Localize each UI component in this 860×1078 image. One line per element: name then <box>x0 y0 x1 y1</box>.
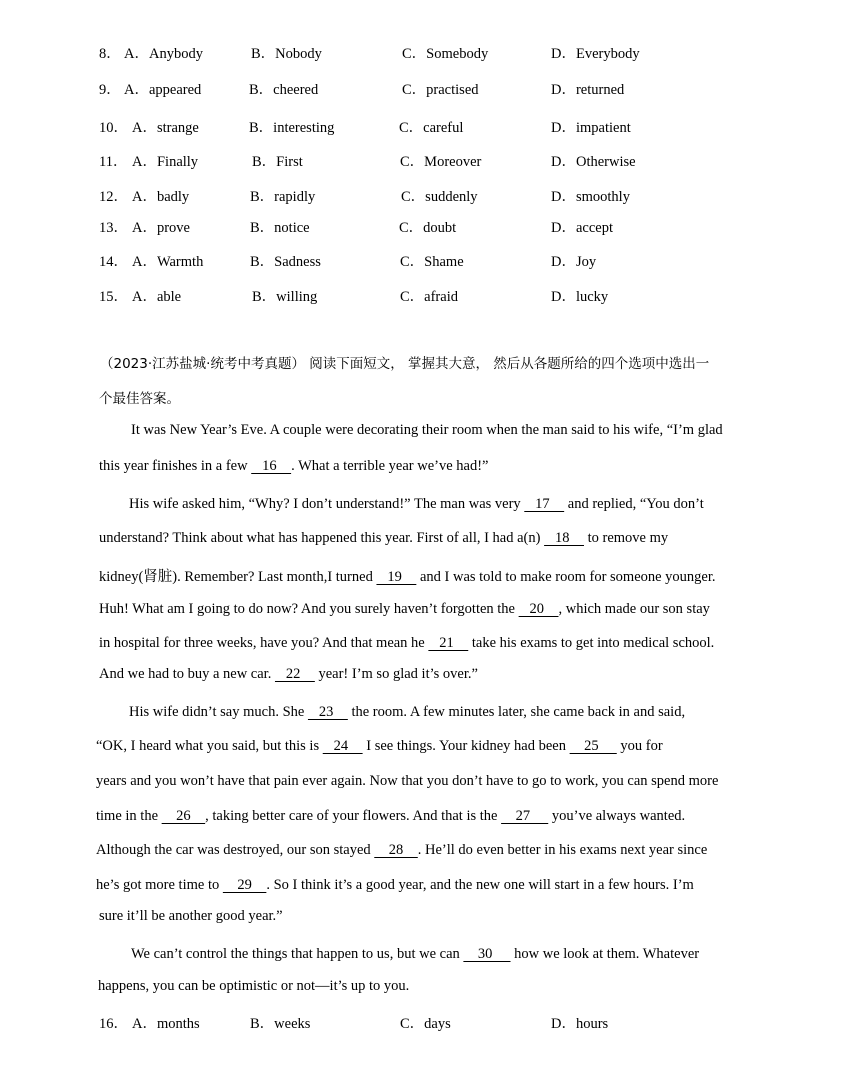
blank-24: 24 <box>322 738 363 754</box>
passage-line: kidney(肾脏). Remember? Last month,I turned 19 and I was told to make room for someone younger. <box>99 569 716 585</box>
blank-27: 27 <box>501 808 549 824</box>
option-b: B．notice <box>250 220 310 236</box>
passage-line: sure it’ll be another good year.” <box>99 908 283 924</box>
blank-20: 20 <box>518 601 559 617</box>
option-row-13 <box>0 216 860 236</box>
option-a: A．badly <box>132 189 190 205</box>
option-b: B．cheered <box>249 82 319 98</box>
option-b: B．First <box>252 154 303 170</box>
blank-16: 16 <box>251 458 292 474</box>
question-number: 11． <box>99 154 128 170</box>
instruction-line-2: 个最佳答案。 <box>99 391 180 407</box>
blank-19: 19 <box>376 569 417 585</box>
passage-line: he’s got more time to 29 . So I think it’s a good year, and the new one will start in a few hours. I’m <box>96 877 694 893</box>
passage-line: Huh! What am I going to do now? And you surely haven’t forgotten the 20 , which made our son stay <box>99 601 710 617</box>
option-c: C．doubt <box>399 220 457 236</box>
option-c: C．afraid <box>400 289 458 305</box>
option-b: B．Nobody <box>251 46 322 62</box>
option-a: A．appeared <box>124 82 202 98</box>
passage-line: His wife asked him, “Why? I don’t understand!” The man was very 17 and replied, “You don’t <box>129 496 704 512</box>
option-a: A．prove <box>132 220 190 236</box>
option-d: D．hours <box>551 1016 609 1032</box>
option-b: B．willing <box>252 289 318 305</box>
option-d: D．Everybody <box>551 46 640 62</box>
question-number: 14． <box>99 254 128 270</box>
passage-line: And we had to buy a new car. 22 year! I’m so glad it’s over.” <box>99 666 478 682</box>
option-a: A．able <box>132 289 182 305</box>
option-row-15 <box>0 285 860 305</box>
question-number: 9． <box>99 82 121 98</box>
option-a: A．Anybody <box>124 46 203 62</box>
option-d: D．Joy <box>551 254 597 270</box>
option-c: C．practised <box>402 82 479 98</box>
question-number: 13． <box>99 220 128 236</box>
option-row-12 <box>0 185 860 205</box>
blank-23: 23 <box>307 704 348 720</box>
option-row-14 <box>0 250 860 270</box>
question-number: 16． <box>99 1016 128 1032</box>
option-c: C．careful <box>399 120 464 136</box>
instruction-line-1: （2023·江苏盐城·统考中考真题） 阅读下面短文， 掌握其大意， 然后从各题所给的四个选项中选出一 <box>100 356 710 372</box>
passage-line: understand? Think about what has happened this year. First of all, I had a(n) 18 to remove my <box>99 530 669 546</box>
passage-line: this year finishes in a few 16 . What a terrible year we’ve had!” <box>99 458 489 474</box>
blank-28: 28 <box>374 842 418 858</box>
passage-line: happens, you can be optimistic or not—it’s up to you. <box>98 978 410 994</box>
option-row-16 <box>0 1012 860 1032</box>
option-d: D．impatient <box>551 120 631 136</box>
option-a: A．strange <box>132 120 199 136</box>
option-a: A．months <box>132 1016 200 1032</box>
question-number: 10． <box>99 120 128 136</box>
option-d: D．Otherwise <box>551 154 636 170</box>
option-d: D．returned <box>551 82 625 98</box>
option-c: C．Somebody <box>402 46 489 62</box>
passage-line: years and you won’t have that pain ever again. Now that you don’t have to go to work, you can spend more <box>96 773 719 789</box>
passage-line: His wife didn’t say much. She 23 the room. A few minutes later, she came back in and said, <box>129 704 686 720</box>
option-a: A．Finally <box>132 154 199 170</box>
option-row-8 <box>0 42 860 62</box>
option-d: D．smoothly <box>551 189 630 205</box>
passage-line: “OK, I heard what you said, but this is 24 I see things. Your kidney had been 25 you for <box>96 738 663 754</box>
option-d: D．accept <box>551 220 613 236</box>
question-number: 12． <box>99 189 128 205</box>
option-d: D．lucky <box>551 289 609 305</box>
option-a: A．Warmth <box>132 254 204 270</box>
blank-22: 22 <box>274 666 315 682</box>
option-b: B．Sadness <box>250 254 321 270</box>
option-c: C．days <box>400 1016 451 1032</box>
blank-30: 30 <box>463 946 511 962</box>
option-c: C．Moreover <box>400 154 482 170</box>
option-b: B．interesting <box>249 120 335 136</box>
blank-26: 26 <box>161 808 206 824</box>
blank-21: 21 <box>428 635 469 651</box>
blank-29: 29 <box>222 877 267 893</box>
option-b: B．weeks <box>250 1016 311 1032</box>
option-c: C．Shame <box>400 254 464 270</box>
blank-25: 25 <box>569 738 617 754</box>
passage-line: Although the car was destroyed, our son stayed 28 . He’ll do even better in his exams next year since <box>96 842 708 858</box>
blank-17: 17 <box>524 496 565 512</box>
passage-line: time in the 26 , taking better care of your flowers. And that is the 27 you’ve always wanted. <box>96 808 686 824</box>
passage-line: We can’t control the things that happen to us, but we can 30 how we look at them. Whatever <box>131 946 700 962</box>
option-b: B．rapidly <box>250 189 316 205</box>
option-row-11 <box>0 150 860 170</box>
option-row-10 <box>0 116 860 136</box>
option-row-9 <box>0 78 860 98</box>
blank-18: 18 <box>544 530 584 546</box>
passage-line: It was New Year’s Eve. A couple were decorating their room when the man said to his wife, “I’m glad <box>131 422 723 438</box>
passage-line: in hospital for three weeks, have you? And that mean he 21 take his exams to get into medical school. <box>99 635 715 651</box>
question-number: 8． <box>99 46 121 62</box>
question-number: 15． <box>99 289 128 305</box>
option-c: C．suddenly <box>401 189 478 205</box>
